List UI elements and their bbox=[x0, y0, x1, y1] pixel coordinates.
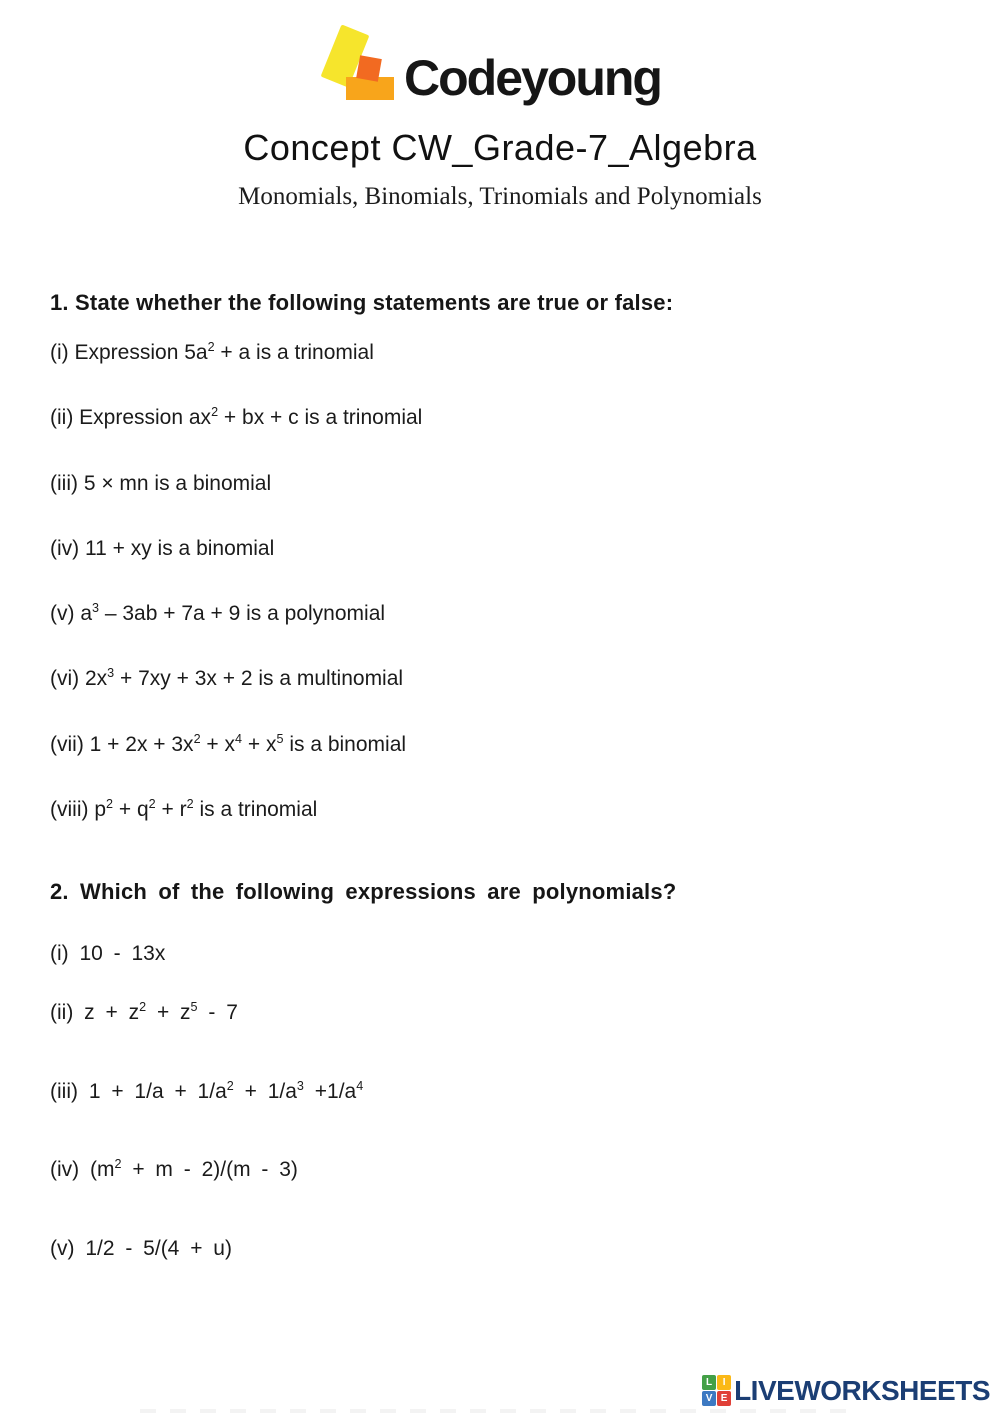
q1-item-v: (v) $a^3 - 3ab + 7a + 9$ is a polynomial bbox=[50, 601, 386, 625]
q1-item-ii: (ii) Expression $ax^2$ + bx + c is a trinomial bbox=[50, 405, 423, 429]
liveworksheets-wordmark: LIVEWORKSHEETS bbox=[734, 1374, 990, 1406]
lw-icon-letter-e: E bbox=[717, 1391, 731, 1406]
lw-icon-letter-l: L bbox=[702, 1375, 716, 1390]
liveworksheets-logo[interactable] bbox=[702, 1375, 990, 1406]
q2-item-iii: (iii) $1 + 1/a + 1/a^2 + 1/a^3 +1/a^4$ bbox=[50, 1079, 364, 1103]
lw-icon-letter-i: I bbox=[717, 1375, 731, 1390]
page-edge-cutoff-text bbox=[140, 1409, 860, 1413]
page-subtitle: Monomials, Binomials, Trinomials and Polynomials bbox=[238, 183, 762, 210]
q1-item-viii: (viii) $p^2 + q^2 + r^2$ is a trinomial bbox=[50, 797, 318, 821]
q1-item-iv: (iv) 11 + xy is a binomial bbox=[50, 537, 275, 560]
q2-item-v: (v) 1/2 - 5/(4 + u) bbox=[50, 1237, 232, 1260]
q1-item-iii: (iii) 5 × mn is a binomial bbox=[50, 472, 272, 495]
question-1-heading: 1. State whether the following statements are true or false: bbox=[50, 290, 674, 315]
q2-item-ii: (ii) $z + z^2 + z^5 - 7$ bbox=[50, 1000, 238, 1024]
q1-item-vii: (vii) $1 + 2x + 3x^2 + x^4 + x^5$ is a binomial bbox=[50, 732, 407, 756]
q1-item-vi: (vi) $2x^3 + 7xy + 3x + 2$ is a multinomial bbox=[50, 666, 404, 690]
lw-icon-letter-v: V bbox=[702, 1391, 716, 1406]
page-title: Concept CW_Grade-7_Algebra bbox=[243, 127, 757, 168]
liveworksheets-icon bbox=[702, 1375, 731, 1406]
q1-item-i: (i) Expression $5a^2 + a$ is a trinomial bbox=[50, 340, 374, 364]
codeyoung-icon-orange-square bbox=[356, 55, 382, 81]
codeyoung-wordmark: Codeyoung bbox=[404, 50, 661, 106]
codeyoung-logo-icon bbox=[326, 28, 398, 110]
question-2-heading: 2. Which of the following expressions are polynomials? bbox=[50, 879, 677, 904]
q2-item-i: (i) 10 - 13x bbox=[50, 942, 166, 965]
q2-item-iv: (iv) $(m^2 + m - 2)/(m - 3)$ bbox=[50, 1157, 298, 1181]
